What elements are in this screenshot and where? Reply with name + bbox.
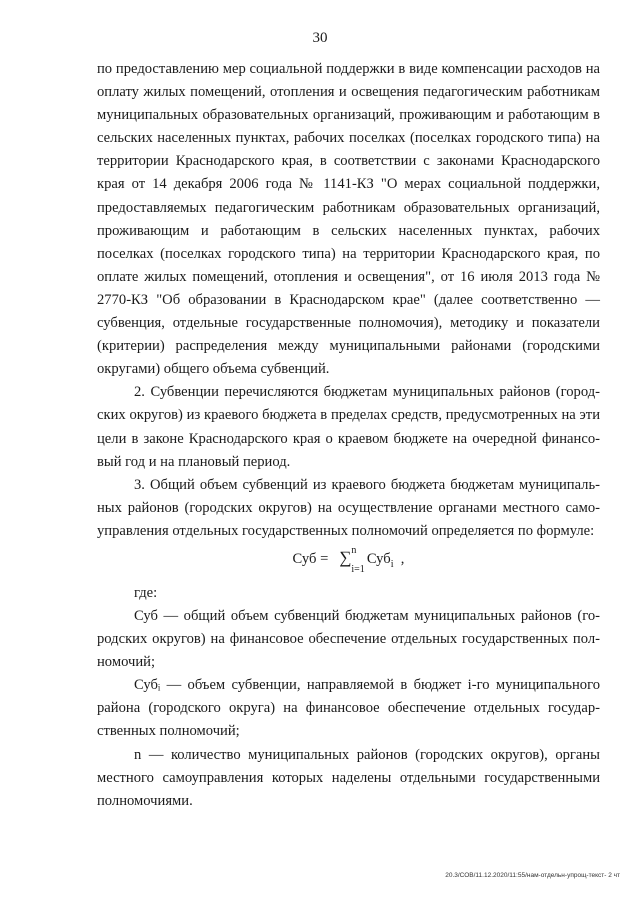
where-label: где: — [134, 584, 158, 601]
sum-limits — [351, 546, 364, 574]
definition-sub: Суб — общий объем субвенций бюджетам муниципальных районов (городских округов) на финансовое обеспечение отдельных государственных полномочий; — [97, 607, 600, 671]
definition-sub-i: Субᵢ — объем субвенции, направляемой в бюджет i-го муниципального района (городского округа) на финансовое обеспечение отдельных государственных полномочий; — [97, 677, 600, 740]
formula-term: Суб — [366, 550, 391, 567]
document-footer-code: 20.3/СОВ/11.12.2020/11:55/нам-отдельн-упрощ-текст- 2 чт — [445, 872, 620, 879]
sum-lower-limit: i=1 — [351, 563, 365, 575]
formula-lhs: Суб = — [292, 550, 329, 567]
document-body — [97, 58, 600, 813]
formula-term-index: i — [390, 558, 394, 570]
formula-tail: , — [400, 550, 405, 567]
paragraph-2: 2. Субвенции перечисляются бюджетам муниципальных районов (городских округов) из краевого бюджета в пределах средств, предусмотренных на эти цели в законе Краснодарского края о краевом бюджете на очередной финансовый год и на плановый период. — [97, 384, 600, 470]
sum-upper-limit: n — [351, 544, 357, 556]
sum-sign: ∑ — [339, 547, 352, 567]
definition-n: n — количество муниципальных районов (городских округов), органы местного самоуправления которых наделены отдельными государственными полномочиями. — [97, 746, 600, 809]
paragraph-3: 3. Общий объем субвенций из краевого бюджета бюджетам муниципальных районов (городских округов) на осуществление органами местного самоуправления отдельных государственных полномочий определяется по формуле: — [97, 476, 600, 539]
page-number: 30 — [312, 30, 328, 46]
subvention-formula — [97, 545, 600, 578]
paragraph-1: по предоставлению мер социальной поддержки в виде компенсации расходов на оплату жилых помещений, отопления и освещения педагогическим работникам муниципальных образовательных организаций, проживающим и работающим в сельских населенных пунктах, рабочих поселках (поселках городского типа) на территории Краснодарского края, в соответствии с законами Краснодарского края от 14 декабря 2006 года № 1141-КЗ "О мерах социальной поддержки, предоставляемых педагогическим работникам образовательных организаций, проживающим и работающим в сельских населенных пунктах, рабочих поселках (поселках городского типа) на территории Краснодарского края, по оплате жилых помещений, отопления и освещения", от 16 июля 2013 года № 2770-КЗ "Об образовании в Краснодарском крае" (далее соответственно — субвенция, отдельные государственные полномочия), методику и показатели (критерии) распределения между муниципальными районами (городскими округами) общего объема субвенций. — [97, 61, 600, 378]
